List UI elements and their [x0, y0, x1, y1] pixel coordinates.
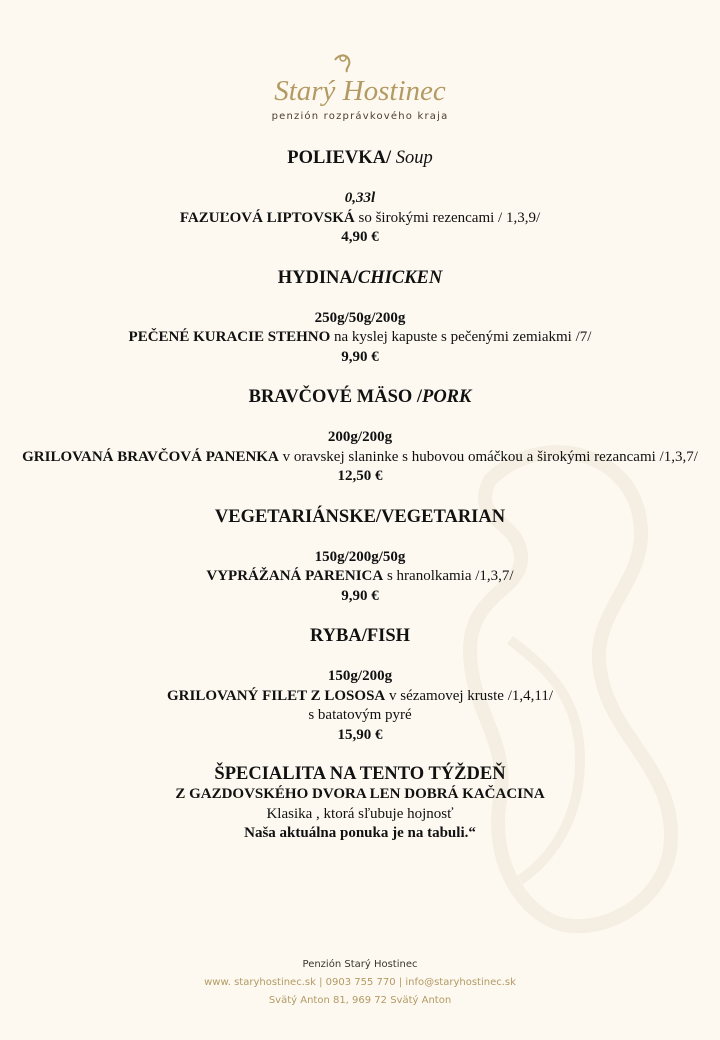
dish-weight: 0,33l [344, 190, 376, 206]
pork-section [20, 385, 700, 487]
dish-price: 15,90 € [337, 726, 383, 743]
dish-line [20, 567, 700, 587]
stary-hostinec-logo-icon [255, 52, 465, 110]
dish-line [20, 328, 700, 348]
dish-name: GRILOVANÝ FILET Z LOSOSA [166, 687, 386, 704]
section-title-sk: VEGETARIÁNSKE/VEGETARIAN [214, 506, 506, 527]
dish-line [20, 209, 700, 229]
dish-name: VYPRÁŽANÁ PARENICA [206, 568, 384, 584]
footer-address: Svätý Anton 81, 969 72 Svätý Anton [268, 995, 452, 1006]
dish-description: v oravskej slaninke s hubovou omáčkou a širokými rezancami /1,3,7/ [278, 448, 698, 465]
section-title [20, 146, 700, 170]
vegetarian-section [20, 505, 700, 607]
section-title-en: Soup [395, 148, 433, 168]
menu-body [20, 146, 700, 862]
logo-tagline: penzión rozprávkového kraja [271, 111, 449, 122]
dish-name: GRILOVANÁ BRAVČOVÁ PANENKA [22, 448, 279, 465]
dish-name: FAZUĽOVÁ LIPTOVSKÁ [179, 209, 355, 226]
dish-line [20, 687, 700, 707]
dish-price: 9,90 € [341, 348, 379, 365]
section-title-en: PORK [422, 387, 472, 407]
dish-description: na kyslej kapuste s pečenými zemiakmi /7/ [330, 329, 592, 345]
section-title-en: CHICKEN [357, 267, 443, 288]
section-title-sk: HYDINA/ [277, 267, 358, 288]
dish-description: v sézamovej kruste /1,4,11/ [385, 687, 553, 704]
dish-price: 4,90 € [341, 229, 379, 245]
footer-name: Penzión Starý Hostinec [302, 959, 418, 970]
footer-contact: www. staryhostinec.sk | 0903 755 770 | info@staryhostinec.sk [204, 977, 516, 988]
section-title [20, 385, 700, 409]
footer [0, 956, 720, 1010]
dish-price: 9,90 € [341, 587, 379, 604]
section-title-sk: RYBA/FISH [309, 626, 411, 646]
chicken-section [20, 266, 700, 368]
section-title [20, 505, 700, 529]
dish-weight: 150g/200g/50g [314, 548, 406, 565]
soup-section [20, 146, 700, 248]
dish-line [20, 448, 700, 468]
special-line1: Klasika , ktorá sľubuje hojnosť [266, 805, 454, 822]
special-line2: Naša aktuálna ponuka je na tabuli.“ [244, 825, 476, 841]
dish-weight: 200g/200g [327, 429, 393, 445]
section-title [20, 266, 700, 290]
dish-description: so širokými rezencami / 1,3,9/ [354, 209, 541, 226]
dish-price: 12,50 € [337, 468, 383, 484]
special-title: ŠPECIALITA NA TENTO TÝŽDEŇ [214, 764, 506, 784]
dish-description-line2: s batatovým pyré [308, 707, 412, 723]
special-subtitle: Z GAZDOVSKÉHO DVORA LEN DOBRÁ KAČACINA [175, 786, 545, 802]
dish-name: PEČENÉ KURACIE STEHNO [128, 329, 331, 345]
special-section [20, 763, 700, 844]
section-title-sk: BRAVČOVÉ MÄSO / [248, 387, 423, 407]
section-title [20, 624, 700, 648]
section-title-sk: POLIEVKA/ [287, 148, 392, 168]
dish-description: s hranolkamia /1,3,7/ [383, 568, 514, 584]
dish-weight: 150g/200g [327, 668, 393, 684]
brand-logo [0, 52, 720, 122]
dish-weight: 250g/50g/200g [314, 309, 406, 326]
fish-section [20, 624, 700, 745]
svg-text:Starý Hostinec: Starý Hostinec [274, 75, 446, 107]
